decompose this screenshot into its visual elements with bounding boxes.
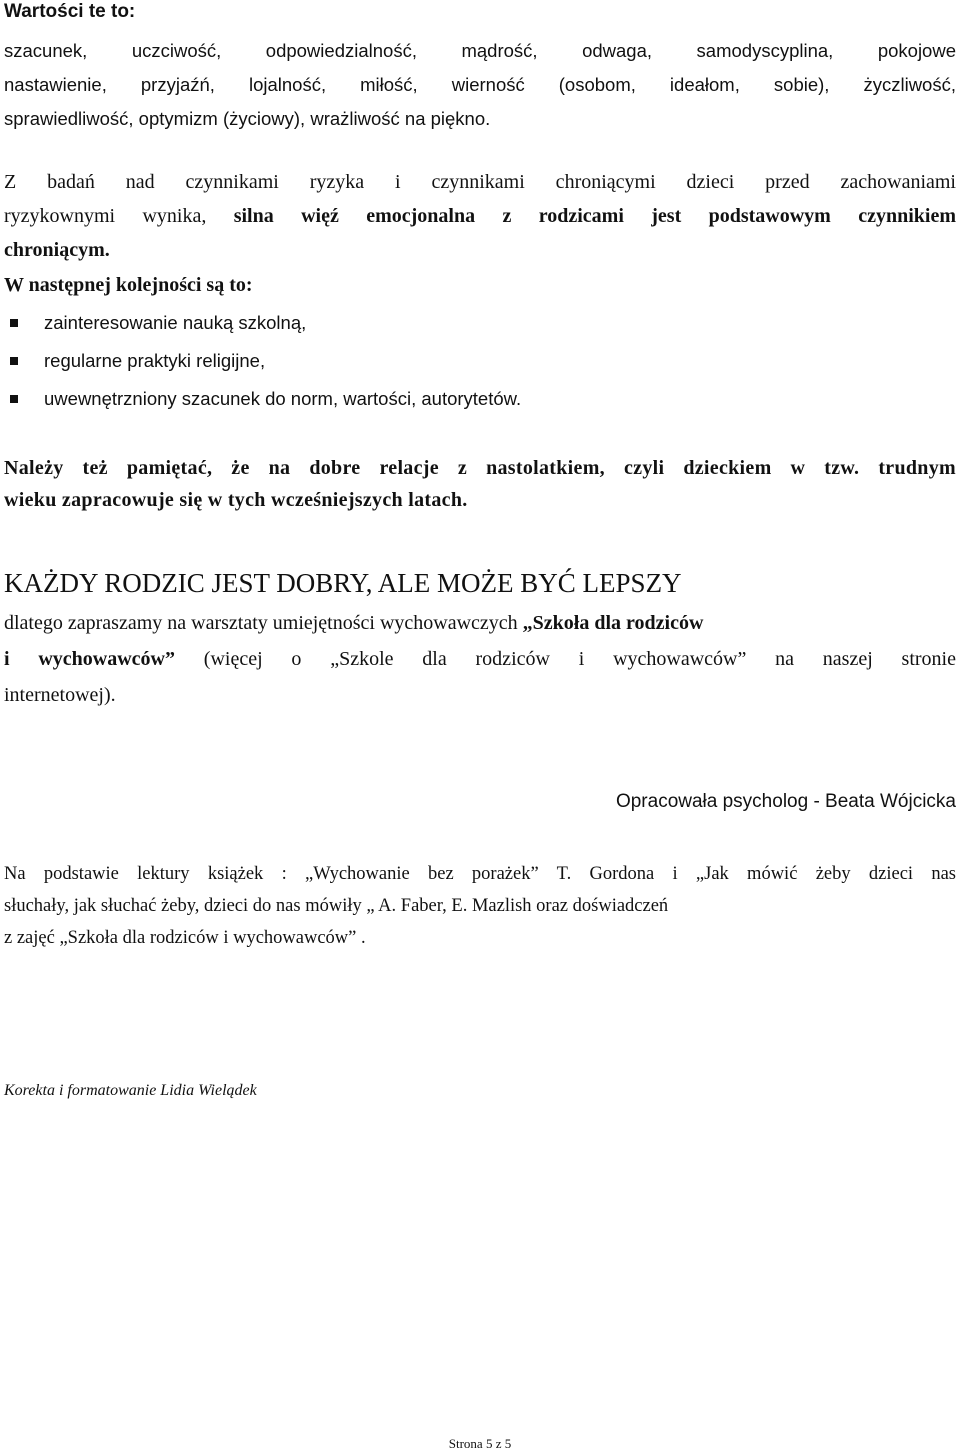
research-emphasis: silna więź emocjonalna z rodzicami jest podstawowym czynnikiem — [233, 205, 956, 227]
invitation-text: (więcej o „Szkole dla rodziców i wychowawców” na naszej stronie — [175, 648, 956, 670]
values-paragraph — [4, 34, 956, 136]
remember-line: Należy też pamiętać, że na dobre relacje z nastolatkiem, czyli dzieckiem w tzw. trudnym — [4, 457, 956, 479]
square-bullet-icon — [10, 395, 18, 403]
research-line: Z badań nad czynnikami ryzyka i czynnikami chroniącymi dzieci przed zachowaniami — [4, 171, 956, 193]
research-emphasis-end: chroniącym. — [4, 239, 110, 261]
remember-paragraph — [4, 452, 956, 516]
next-heading: W następnej kolejności są to: — [4, 274, 253, 296]
page-number: Strona 5 z 5 — [448, 1436, 512, 1451]
values-line: szacunek, uczciwość, odpowiedzialność, mądrość, odwaga, samodyscyplina, pokojowe — [4, 40, 956, 61]
factor-list — [8, 304, 521, 418]
sources-paragraph — [4, 858, 956, 954]
square-bullet-icon — [10, 357, 18, 365]
values-heading: Wartości te to: — [4, 1, 136, 22]
sources-line: słuchały, jak słuchać żeby, dzieci do nas mówiły „ A. Faber, E. Mazlish oraz doświadczeń — [4, 896, 669, 916]
sources-line: Na podstawie lektury książek : „Wychowanie bez porażek” T. Gordona i „Jak mówić żeby dzieci nas — [4, 864, 956, 884]
values-line: sprawiedliwość, optymizm (życiowy), wrażliwość na piękno. — [4, 108, 491, 129]
values-line: nastawienie, przyjaźń, lojalność, miłość, wierność (osobom, ideałom, sobie), życzliwość, — [4, 74, 956, 95]
research-line — [4, 199, 956, 233]
author-signature: Opracowała psycholog - Beata Wójcicka — [615, 791, 956, 812]
invitation-text: dlatego zapraszamy na warsztaty umiejętności wychowawczych — [4, 612, 523, 634]
invitation-line — [4, 605, 956, 641]
list-item-text: uwewnętrzniony szacunek do norm, wartości, autorytetów. — [44, 388, 522, 409]
invitation-line: internetowej). — [4, 684, 116, 706]
research-text: ryzykownymi wynika, — [4, 205, 234, 227]
workshop-name: „Szkoła dla rodziców — [522, 612, 704, 634]
workshop-name-end: i wychowawców” — [4, 648, 175, 670]
list-item-text: zainteresowanie nauką szkolną, — [44, 312, 307, 333]
research-paragraph — [4, 165, 956, 267]
square-bullet-icon — [10, 319, 18, 327]
research-line — [4, 233, 956, 267]
list-item — [8, 380, 521, 418]
list-item — [8, 342, 521, 380]
invitation-line — [4, 641, 956, 677]
slogan-heading: KAŻDY RODZIC JEST DOBRY, ALE MOŻE BYĆ LEPSZY — [4, 568, 682, 598]
list-item-text: regularne praktyki religijne, — [44, 350, 266, 371]
remember-line: wieku zapracowuje się w tych wcześniejszych latach. — [4, 489, 468, 511]
editor-note: Korekta i formatowanie Lidia Wielądek — [4, 1082, 257, 1099]
invitation-paragraph — [4, 605, 956, 713]
list-item — [8, 304, 521, 342]
sources-line: z zajęć „Szkoła dla rodziców i wychowawców” . — [4, 928, 366, 948]
